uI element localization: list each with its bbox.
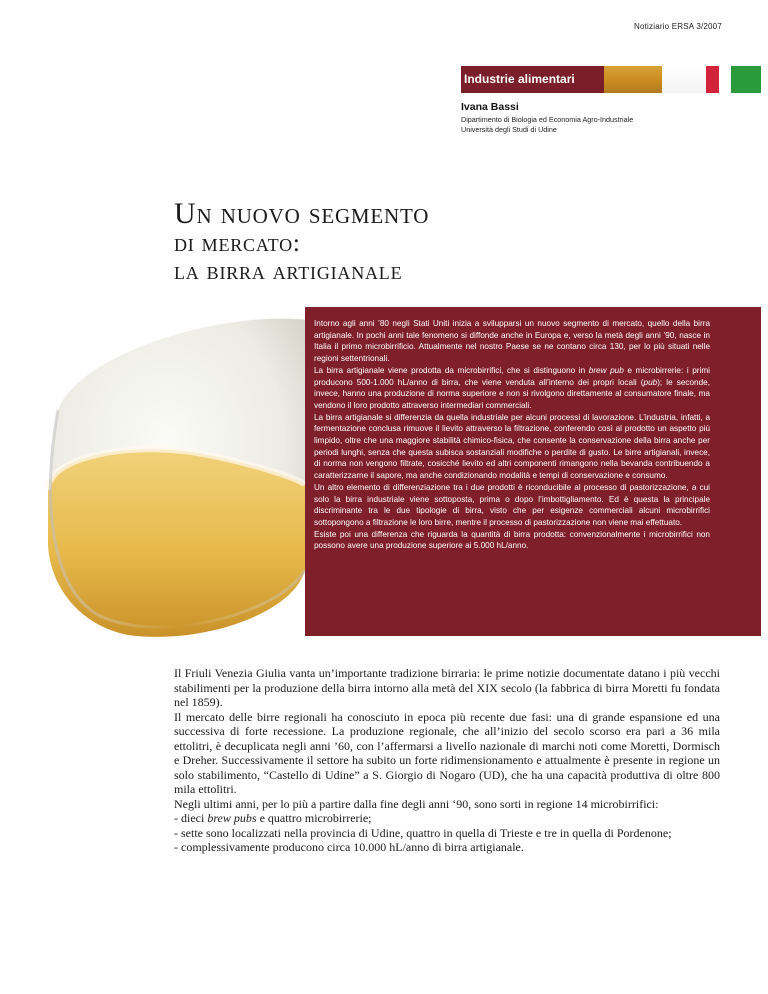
abstract-text <box>314 318 710 552</box>
jar-decoration-white <box>662 66 706 93</box>
abstract-paragraph: La birra artigianale si differenzia da quella industriale per alcuni processi di lavorazione. L’industria, infatti, a fermentazione conclusa rimuove il lievito attraverso la filtrazione, conferendo così al prodotto un aspetto più limpido, oltre che una maggiore stabilità chimico-fisica, che consente la conservazione della birra anche per periodi lunghi, senza che questa subisca sostanziali modifiche o perdite di gusto. Le birre artigianali, invece, di norma non vengono filtrate, cosicché lievito ed altri componenti rimangono nella bevanda contribuendo a caratterizzarne il sapore, ma anche condizionando modalità e tempi di conservazione e consumo. <box>314 412 710 481</box>
list-item: - sette sono localizzati nella provincia di Udine, quattro in quella di Trieste e tre in quella di Pordenone; <box>174 825 672 840</box>
article-title <box>174 198 429 286</box>
abstract-paragraph: Intorno agli anni ’80 negli Stati Uniti inizia a svilupparsi un nuovo segmento di mercato, quello della birra artigianale. In pochi anni tale fenomeno si diffonde anche in Europa e, verso la metà degli anni ’90, nasce in Italia il primo microbirrificio. Attualmente nel nostro Paese se ne contano circa 130, per lo più situati nelle regioni settentrionali. <box>314 319 710 364</box>
italic-term: pub <box>643 377 658 387</box>
body-paragraph: Il mercato delle birre regionali ha conosciuto in epoca più recente due fasi: una di grande espansione ed una successiva di forte recessione. La produzione regionale, che all’inizio del secolo scorso era pari a 36 mila ettolitri, è decuplicata negli anni ’60, con l’affermarsi a livello nazionale di marchi noti come Moretti, Dormisch e Dreher. Successivamente il settore ha subito un forte ridimensionamento e attualmente è presente in regione un solo stabilimento, “Castello di Udine” a S. Giorgio di Nogaro (UD), che ha una capacità produttiva di oltre 800 mila ettolitri. <box>174 709 720 796</box>
text-span: - dieci <box>174 811 208 825</box>
body-list <box>174 811 720 855</box>
text-span: e microbirrerie: i primi producono 500-1.000 hL/anno di birra, che viene venduta all’interno dei propri locali ( <box>314 365 710 387</box>
article-body <box>174 666 720 855</box>
italic-term: brew pub <box>588 365 624 375</box>
title-line-3: la birra artigianale <box>174 258 403 285</box>
text-span: ); le seconde, invece, hanno una produzione di norma superiore e non si rivolgono direttamente al consumatore finale, ma vendono il loro prodotto attraverso intermediari commerciali. <box>314 377 710 410</box>
jar-decoration-green <box>731 66 761 93</box>
author-name: Ivana Bassi <box>461 101 519 113</box>
body-paragraph: Negli ultimi anni, per lo più a partire dalla fine degli anni ‘90, sono sorti in regione 14 microbirrifici: <box>174 796 659 811</box>
list-item <box>174 811 720 826</box>
department-line: Dipartimento di Biologia ed Economia Agro-Industriale <box>461 115 634 124</box>
section-label: Industrie alimentari <box>461 66 607 93</box>
title-line-2: di mercato: <box>174 230 301 257</box>
text-span: e quattro microbirrerie; <box>256 811 372 825</box>
jar-decoration-amber <box>604 66 662 93</box>
jar-decoration-white-2 <box>719 66 731 93</box>
abstract-box <box>305 307 761 636</box>
university-line: Università degli Studi di Udine <box>461 124 557 134</box>
list-item: - complessivamente producono circa 10.000 hL/anno di birra artigianale. <box>174 840 524 854</box>
journal-reference: Notiziario ERSA 3/2007 <box>633 22 722 31</box>
italic-term: brew pubs <box>207 811 257 825</box>
author-department <box>461 115 633 134</box>
section-banner <box>461 66 761 93</box>
abstract-paragraph: Un altro elemento di differenziazione tra i due prodotti è riconducibile al processo di pastorizzazione, a cui solo la birra industriale viene sottoposta, prima o dopo l’imbottigliamento. Ed è questa la principale discriminante tra le due tipologie di birra, visto che per esigenze commerciali alcuni microbirrifici sottopongono a filtrazione le loro birre, mentre il processo di pastorizzazione non viene mai effettuato. <box>314 482 710 527</box>
text-span: La birra artigianale viene prodotta da microbirrifici, che si distinguono in <box>314 365 589 375</box>
abstract-paragraph <box>314 365 710 412</box>
body-paragraph: Il Friuli Venezia Giulia vanta un’importante tradizione birraria: le prime notizie documentate datano i più vecchi stabilimenti per la produzione della birra intorno alla metà del XIX secolo (la fabbrica di birra Moretti fu fondata nel 1859). <box>174 666 720 709</box>
jar-decoration-red <box>706 66 719 93</box>
abstract-paragraph: Esiste poi una differenza che riguarda la quantità di birra prodotta: convenzionalmente i microbirrifici non possono avere una produzione superiore ai 5.000 hL/anno. <box>314 529 710 551</box>
title-line-1: Un nuovo segmento <box>174 197 430 230</box>
